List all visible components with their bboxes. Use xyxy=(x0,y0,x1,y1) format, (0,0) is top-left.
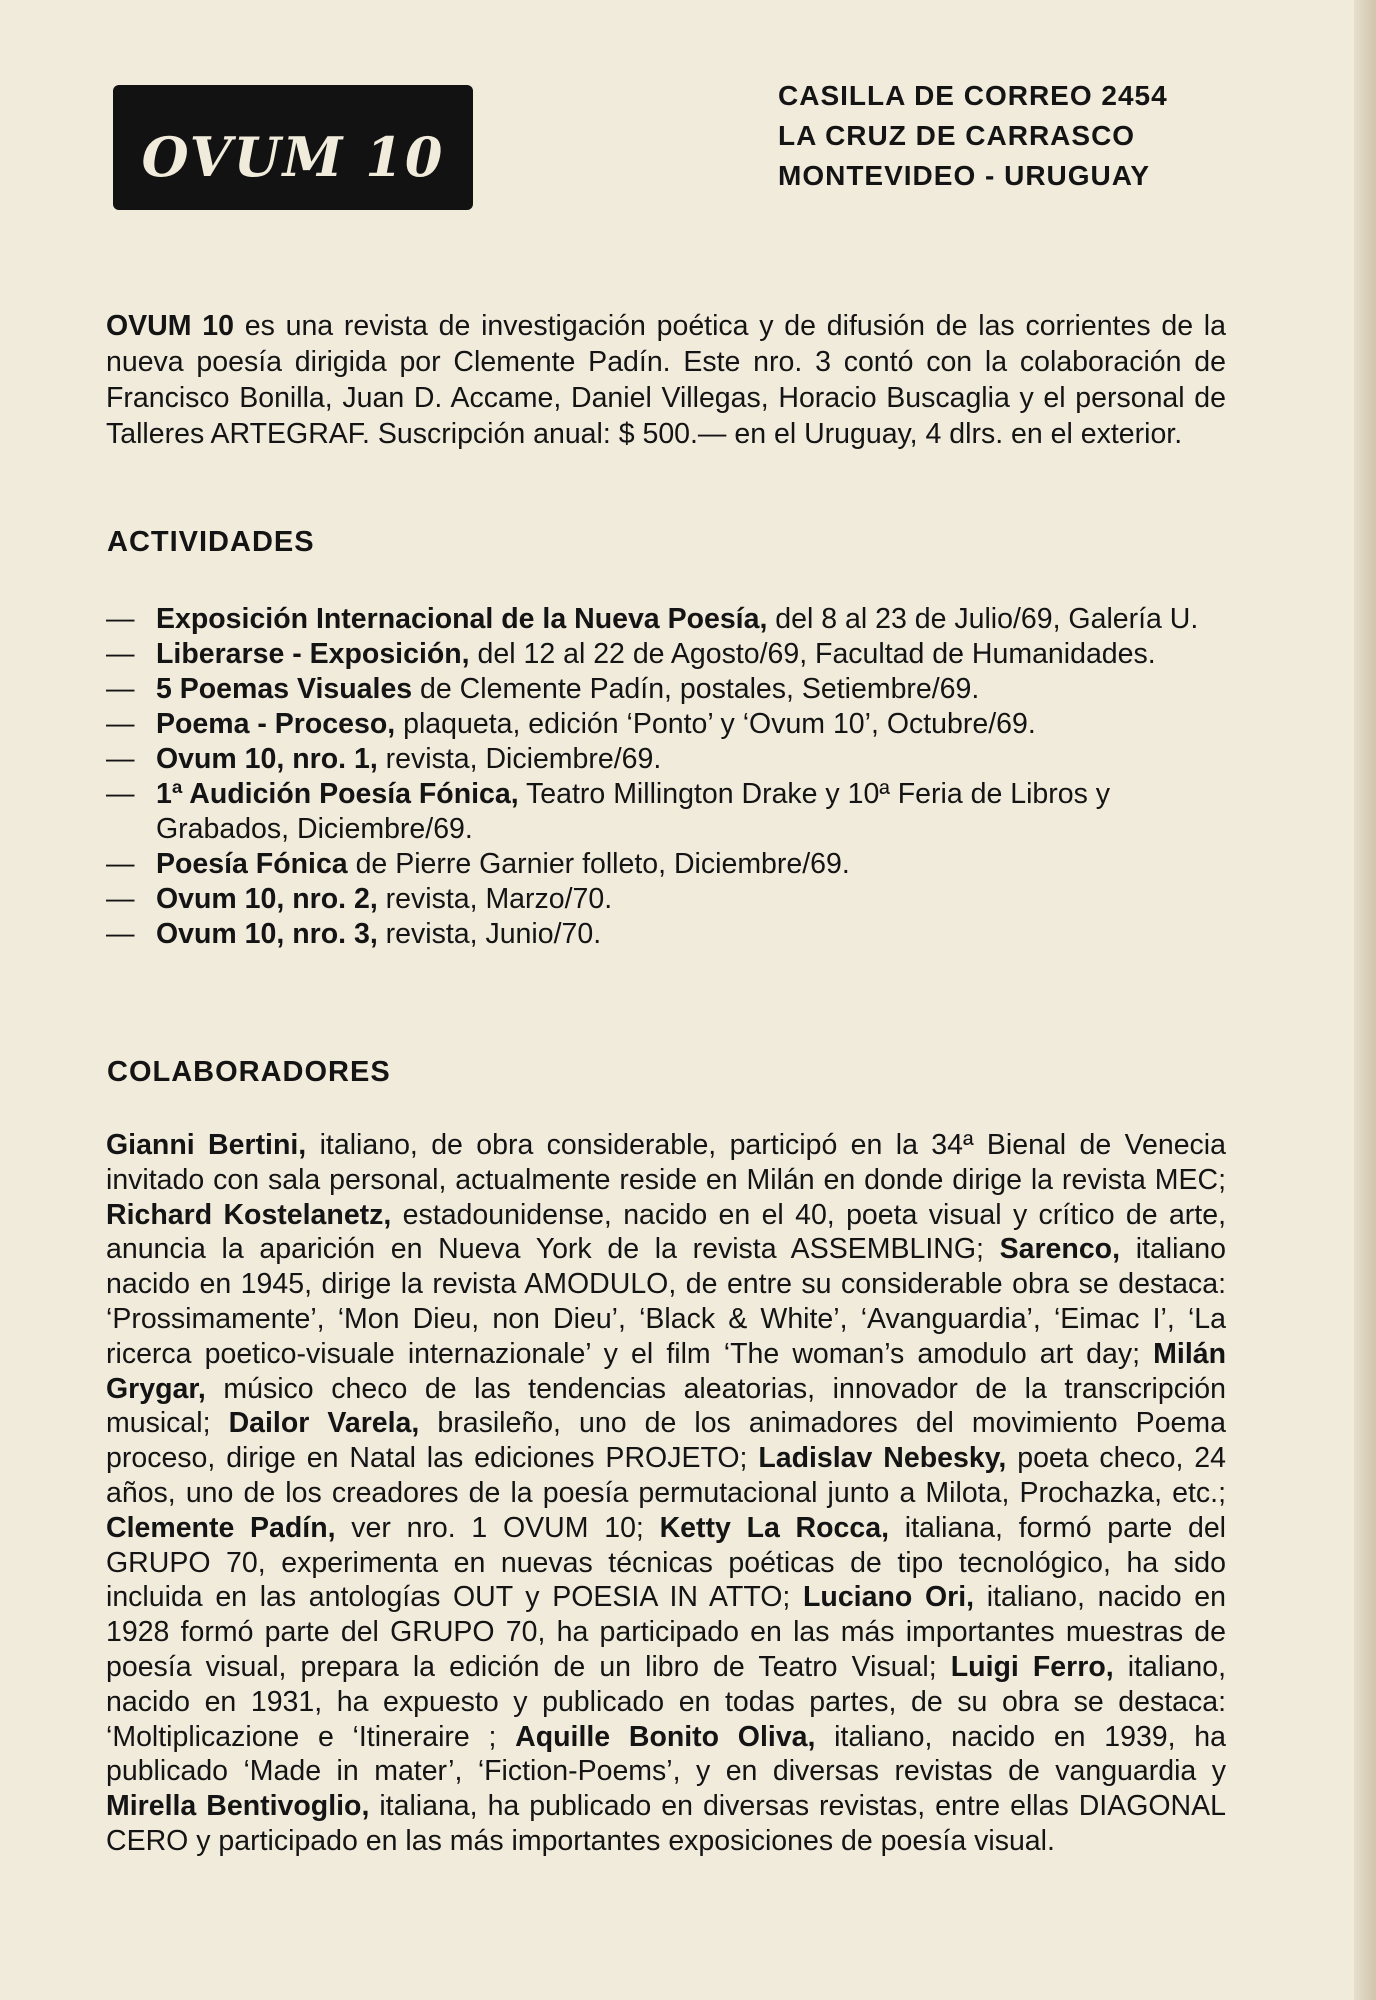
activity-detail: Teatro Millington Drake y 10ª Feria de Libros y Grabados, Diciembre/69. xyxy=(156,778,1111,845)
activity-title: 5 Poemas Visuales xyxy=(156,673,413,705)
activity-title: 1ª Audición Poesía Fónica, xyxy=(156,778,519,810)
dash: — xyxy=(106,743,135,775)
dash: — xyxy=(106,603,135,635)
logo-text: OVUM 10 xyxy=(141,124,445,189)
collaborator-bio: italiano, nacido en 1928 formó parte del GRUPO 70, ha participado en las más importantes muestras de poesía visual, prepara la edición de un libro de Teatro Visual; xyxy=(106,1581,1226,1683)
address-line-3: MONTEVIDEO - URUGUAY xyxy=(778,160,1151,191)
activity-title: Ovum 10, nro. 2, xyxy=(156,883,378,915)
address-line-2: LA CRUZ DE CARRASCO xyxy=(778,120,1136,151)
collaborator-name: Sarenco, xyxy=(999,1233,1120,1266)
activity-title: Exposición Internacional de la Nueva Poesía, xyxy=(156,603,768,635)
collaborator-bio: italiano nacido en 1945, dirige la revista AMODULO, de entre su considerable obra se destaca: ‘Prossimamente’, ‘Mon Dieu, non Dieu’, ‘Black & White’, ‘Avanguardia’, ‘Eimac I’, ‘La ricerca poetico-visuale internazionale’ y el film ‘The woman’s amodulo art day; xyxy=(106,1233,1227,1370)
dash: — xyxy=(106,848,135,880)
ovum-logo xyxy=(113,85,473,210)
activity-detail: revista, Diciembre/69. xyxy=(377,743,662,775)
activity-detail: revista, Marzo/70. xyxy=(377,883,613,915)
dash: — xyxy=(106,638,135,670)
collaborator-name: Ketty La Rocca, xyxy=(659,1511,890,1544)
collaborator-name: Luciano Ori, xyxy=(803,1581,975,1614)
intro-paragraph xyxy=(106,308,1226,452)
dash: — xyxy=(106,673,135,705)
list-item xyxy=(106,707,1226,742)
collaborator-name: Ladislav Nebesky, xyxy=(758,1442,1007,1475)
dash: — xyxy=(106,918,135,950)
collaborator-bio: italiana, formó parte del GRUPO 70, experimenta en nuevas técnicas poéticas de tipo tecnológico, ha sido incluida en las antologías OUT y POESIA IN ATTO; xyxy=(106,1511,1226,1614)
collaborator-name: Richard Kostelanetz, xyxy=(106,1198,392,1231)
dash: — xyxy=(106,778,135,810)
activity-detail: revista, Junio/70. xyxy=(377,918,602,950)
collaborator-bio: italiano, nacido en 1931, ha expuesto y publicado en todas partes, de su obra se destaca: ‘Moltiplicazione e ‘Itineraire ; xyxy=(106,1650,1226,1753)
collaborator-name: Clemente Padín, xyxy=(106,1511,336,1544)
list-item xyxy=(106,777,1226,847)
collaborator-name: Gianni Bertini, xyxy=(106,1129,307,1161)
collaborator-bio: italiano, nacido en 1939, ha publicado ‘Made in mater’, ‘Fiction-Poems’, y en diversas revistas de vanguardia y xyxy=(106,1720,1226,1788)
page-edge-shadow xyxy=(1354,0,1376,2000)
intro-text: es una revista de investigación poética y de difusión de las corrientes de la nueva poesía dirigida por Clemente Padín. Este nro. 3 contó con la colaboración de Francisco Bonilla, Juan D. Accame, Daniel Villegas, Horacio Buscaglia y el personal de Talleres ARTEGRAF. Suscripción anual: $ 500.— en el Uruguay, 4 dlrs. en el exterior. xyxy=(106,310,1226,450)
collaborator-bio: poeta checo, 24 años, uno de los creadores de la poesía permutacional junto a Milota, Prochazka, etc.; xyxy=(106,1442,1226,1509)
postal-address xyxy=(778,76,1168,196)
activity-title: Poesía Fónica xyxy=(156,848,348,880)
intro-bold: OVUM 10 xyxy=(106,310,234,342)
list-item xyxy=(106,847,1226,882)
list-item xyxy=(106,917,1226,952)
list-item xyxy=(106,882,1226,917)
collaborator-bio: brasileño, uno de los animadores del movimiento Poema proceso, dirige en Natal las ediciones PROJETO; xyxy=(106,1407,1226,1475)
activity-detail: plaqueta, edición ‘Ponto’ y ‘Ovum 10’, Octubre/69. xyxy=(395,708,1036,740)
collaborators-paragraph xyxy=(106,1128,1226,1859)
list-item xyxy=(106,637,1226,672)
collaborator-name: Mirella Bentivoglio, xyxy=(106,1790,370,1823)
activity-detail: del 8 al 23 de Julio/69, Galería U. xyxy=(767,603,1199,635)
dash: — xyxy=(106,883,135,915)
activity-title: Ovum 10, nro. 3, xyxy=(156,918,378,950)
activity-title: Liberarse - Exposición, xyxy=(156,638,470,670)
address-line-1: CASILLA DE CORREO 2454 xyxy=(778,80,1168,111)
collaborator-bio: italiana, ha publicado en diversas revistas, entre ellas DIAGONAL CERO y participado en las más importantes exposiciones de poesía visual. xyxy=(106,1790,1226,1857)
activity-detail: de Pierre Garnier folleto, Diciembre/69. xyxy=(347,848,850,880)
dash: — xyxy=(106,708,135,740)
list-item xyxy=(106,672,1226,707)
activity-detail: del 12 al 22 de Agosto/69, Facultad de Humanidades. xyxy=(469,638,1156,670)
activity-title: Ovum 10, nro. 1, xyxy=(156,743,378,775)
collaborator-name: Milán Grygar, xyxy=(106,1337,1226,1405)
activity-title: Poema - Proceso, xyxy=(156,708,396,740)
collaborators-heading: COLABORADORES xyxy=(107,1056,391,1088)
list-item xyxy=(106,742,1226,777)
collaborator-name: Luigi Ferro, xyxy=(950,1650,1114,1683)
collaborator-bio: italiano, de obra considerable, participó en la 34ª Bienal de Venecia invitado con sala personal, actualmente reside en Milán en donde dirige la revista MEC; xyxy=(106,1129,1226,1196)
activity-detail: de Clemente Padín, postales, Setiembre/69. xyxy=(412,673,980,705)
collaborator-bio: estadounidense, nacido en el 40, poeta visual y crítico de arte, anuncia la aparición en Nueva York de la revista ASSEMBLING; xyxy=(106,1198,1226,1266)
collaborator-bio: ver nro. 1 OVUM 10; xyxy=(335,1511,660,1544)
collaborator-bio: músico checo de las tendencias aleatorias, innovador de la transcripción musical; xyxy=(106,1372,1226,1440)
collaborator-name: Aquille Bonito Oliva, xyxy=(515,1720,816,1753)
list-item xyxy=(106,602,1226,637)
collaborator-name: Dailor Varela, xyxy=(228,1407,420,1440)
activities-list xyxy=(106,602,1226,952)
activities-heading: ACTIVIDADES xyxy=(107,526,315,558)
